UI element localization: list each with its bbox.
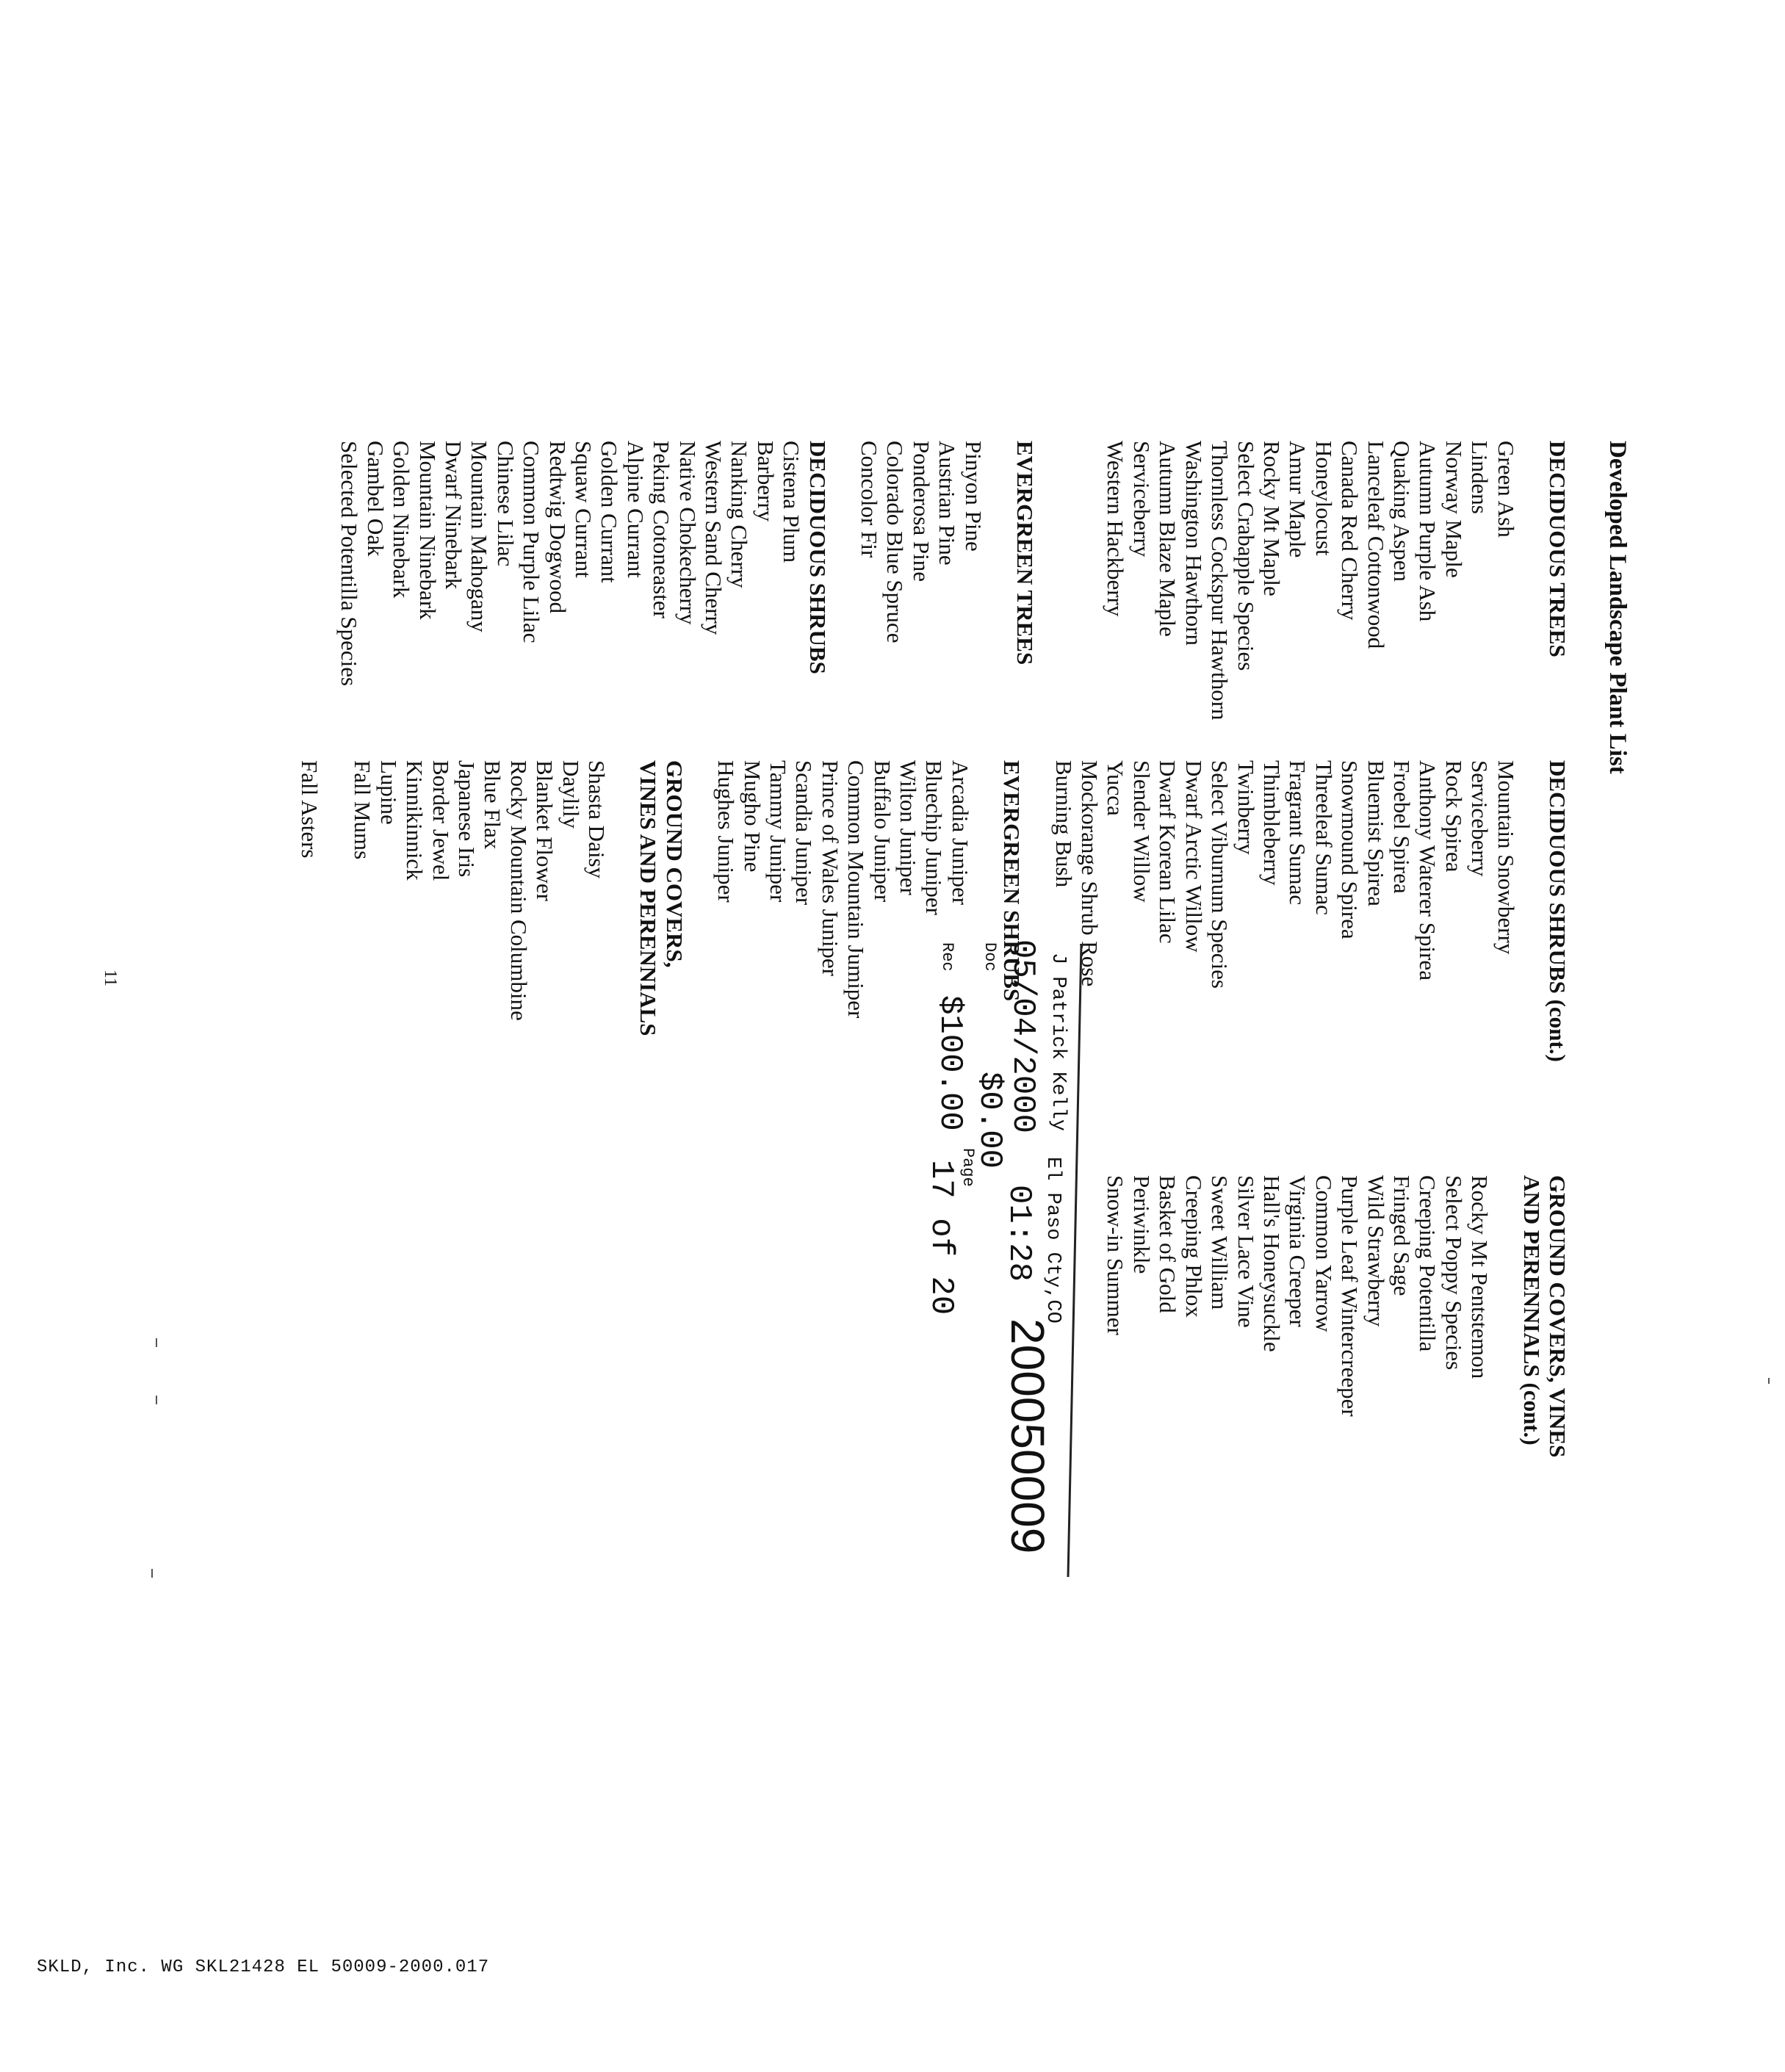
list-item: Redtwig Dogwood (544, 441, 571, 614)
list-item: Fringed Sage (1388, 1175, 1415, 1296)
list-item: Froebel Spirea (1388, 760, 1415, 894)
list-item: Lupine (375, 760, 402, 825)
list-item: Sweet William (1207, 1175, 1233, 1310)
heading-ground-covers-line1: GROUND COVERS, (661, 760, 688, 968)
list-item: Golden Ninebark (389, 441, 415, 599)
heading-ground-covers-cont-line2: AND PERENNIALS (cont.) (1518, 1175, 1545, 1445)
heading-evergreen-trees: EVERGREEN TREES (1012, 441, 1039, 665)
list-item: Border Jewel (428, 760, 454, 881)
list-item: Serviceberry (1128, 441, 1155, 557)
list-item: Threeleaf Sumac (1310, 760, 1337, 915)
list-item: Japanese Iris (453, 760, 480, 878)
document-title: Developed Landscape Plant List (1604, 441, 1631, 774)
list-item: Thimbleberry (1258, 760, 1285, 886)
list-item: Anthony Waterer Spirea (1415, 760, 1441, 981)
list-item: Snowmound Spirea (1337, 760, 1363, 939)
list-item: Ponderosa Pine (908, 441, 934, 582)
list-item: Hughes Juniper (713, 760, 740, 903)
list-item: Creeping Potentilla (1415, 1175, 1441, 1352)
recorder-name: J Patrick Kelly (1047, 953, 1069, 1132)
list-item: Creeping Phlox (1180, 1175, 1207, 1318)
list-item: Cistena Plum (779, 441, 805, 563)
list-item: Bluechip Juniper (921, 760, 948, 915)
list-item: Fragrant Sumac (1285, 760, 1311, 906)
list-item: Concolor Fir (857, 441, 883, 558)
list-item: Mountain Mahogany (466, 441, 493, 632)
heading-evergreen-shrubs: EVERGREEN SHRUBS (999, 760, 1025, 1002)
list-item: Squaw Currant (571, 441, 596, 578)
list-item: Native Chokecherry (674, 441, 701, 625)
list-item: Rock Spirea (1440, 760, 1467, 873)
list-item: Norway Maple (1440, 441, 1467, 578)
list-item: Gambel Oak (362, 441, 389, 557)
list-item: Autumn Blaze Maple (1155, 441, 1181, 637)
stamp-border (830, 944, 1139, 1590)
list-item: Barberry (752, 441, 779, 522)
heading-deciduous-shrubs: DECIDUOUS SHRUBS (804, 441, 831, 674)
list-item: Colorado Blue Spruce (882, 441, 909, 643)
page-number: 11 (101, 969, 120, 987)
list-item: Chinese Lilac (492, 441, 519, 567)
list-item: Mountain Ninebark (414, 441, 441, 620)
rec-fee: $100.00 (931, 995, 968, 1131)
scan-mark (151, 1569, 153, 1578)
list-item: Dwarf Korean Lilac (1155, 760, 1181, 944)
heading-deciduous-trees: DECIDUOUS TREES (1545, 441, 1571, 657)
list-item: Rocky Mt Maple (1258, 441, 1285, 596)
list-item: Common Yarrow (1310, 1175, 1337, 1332)
list-item: Honeylocust (1310, 441, 1337, 556)
list-item: Arcadia Juniper (947, 760, 973, 906)
list-item: Selected Potentilla Species (336, 441, 363, 687)
list-item: Washington Hawthorn (1180, 441, 1207, 646)
list-item: Common Mountain Jumiper (843, 760, 870, 1019)
list-item: Periwinkle (1128, 1175, 1155, 1274)
list-item: Amur Maple (1285, 441, 1311, 558)
list-item: Blanket Flower (532, 760, 558, 901)
list-item: Virginia Creeper (1285, 1175, 1311, 1327)
list-item: Green Ash (1493, 441, 1519, 538)
list-item: Common Purple Lilac (519, 441, 545, 643)
list-item: Peking Cotoneaster (649, 441, 675, 618)
list-item: Scandia Juniper (791, 760, 818, 906)
page-count: 17 of 20 (923, 1160, 959, 1315)
doc-label: Doc (981, 942, 999, 972)
doc-fee: $0.00 (971, 1072, 1008, 1169)
list-item: Yucca (1103, 760, 1129, 816)
list-item: Kinnikinnick (402, 760, 428, 881)
list-item: Austrian Pine (934, 441, 961, 566)
list-item: Mountain Snowberry (1493, 760, 1519, 955)
heading-ground-covers-cont-line1: GROUND COVERS, VINES (1545, 1175, 1571, 1458)
scan-mark (156, 1338, 157, 1347)
list-item: Snow-in Summer (1103, 1175, 1129, 1335)
list-item: Dwarf Ninebark (440, 441, 466, 590)
list-item: Fall Mums (350, 760, 376, 860)
list-deciduous-shrubs (336, 441, 804, 721)
list-evergreen-trees (857, 441, 987, 721)
list-item: Mugho Pine (739, 760, 765, 873)
list-item: Autumn Purple Ash (1415, 441, 1441, 622)
list-item: Lanceleaf Cottonwood (1363, 441, 1389, 649)
list-item: Wild Strawberry (1363, 1175, 1389, 1327)
list-item: Select Poppy Species (1440, 1175, 1467, 1371)
footer-reference: SKLD, Inc. WG SKL21428 EL 50009-2000.017 (37, 1957, 490, 1977)
heading-deciduous-shrubs-cont: DECIDUOUS SHRUBS (cont.) (1545, 760, 1571, 1062)
heading-ground-covers-line2: VINES AND PERENNIALS (635, 760, 662, 1036)
column-1 (336, 441, 1571, 721)
list-item: Burning Bush (1050, 760, 1077, 888)
list-item: Golden Currant (596, 441, 623, 583)
list-item: Select Crabapple Species (1233, 441, 1259, 671)
county-name: El Paso Cty,CO (1042, 1157, 1064, 1324)
list-item: Alpine Currant (622, 441, 649, 578)
list-item: Basket of Gold (1155, 1175, 1181, 1313)
list-item: Rocky Mt Pentstemon (1467, 1175, 1493, 1379)
column-3 (1103, 1175, 1571, 1457)
list-item: Shasta Daisy (584, 760, 610, 879)
list-item: Nanking Cherry (726, 441, 753, 588)
rec-label: Rec (938, 942, 956, 972)
list-item: Lindens (1467, 441, 1493, 514)
list-item: Purple Leaf Wintercreeper (1337, 1175, 1363, 1417)
list-item: Tammy Juniper (765, 760, 792, 903)
record-date: 05/04/2000 (1004, 939, 1041, 1134)
list-item: Mockorange Shrub Rose (1077, 760, 1103, 987)
list-deciduous-trees (1103, 441, 1519, 721)
list-item: Daylily (558, 760, 584, 829)
scan-mark (156, 1396, 157, 1404)
list-item: Buffalo Juniper (869, 760, 895, 903)
list-ground-covers (350, 760, 610, 1062)
list-item: Select Viburnum Species (1207, 760, 1233, 989)
list-item: Slender Willow (1128, 760, 1155, 903)
list-item: Canada Red Cherry (1337, 441, 1363, 621)
list-item: Prince of Wales Juniper (817, 760, 843, 976)
list-item: Dwarf Arctic Willow (1180, 760, 1207, 953)
list-item: Rocky Mountain Columbine (505, 760, 532, 1021)
recording-stamp (830, 939, 1139, 1590)
page-label: Page (959, 1148, 977, 1187)
list-item: Serviceberry (1467, 760, 1493, 877)
list-item: Western Sand Cherry (701, 441, 727, 635)
record-time: 01:28 (1000, 1185, 1037, 1282)
list-ground-covers-cont (1103, 1175, 1493, 1457)
list-item: Wilton Juniper (895, 760, 922, 895)
list-item: Blue Flax (480, 760, 506, 850)
list-item: Quaking Aspen (1388, 441, 1415, 582)
list-item: Pinyon Pine (960, 441, 987, 552)
list-item: Hall's Honeysuckle (1258, 1175, 1285, 1352)
fall-asters: Fall Asters (297, 760, 322, 859)
list-item: Silver Lace Vine (1233, 1175, 1259, 1328)
list-item: Western Hackberry (1103, 441, 1129, 617)
list-item: Thornless Cockspur Hawthorn (1207, 441, 1233, 721)
scan-mark (1768, 1378, 1770, 1384)
list-item: Bluemist Spirea (1363, 760, 1389, 906)
reception-number: 200050009 (1001, 1318, 1054, 1554)
list-item: Twinberry (1233, 760, 1259, 855)
